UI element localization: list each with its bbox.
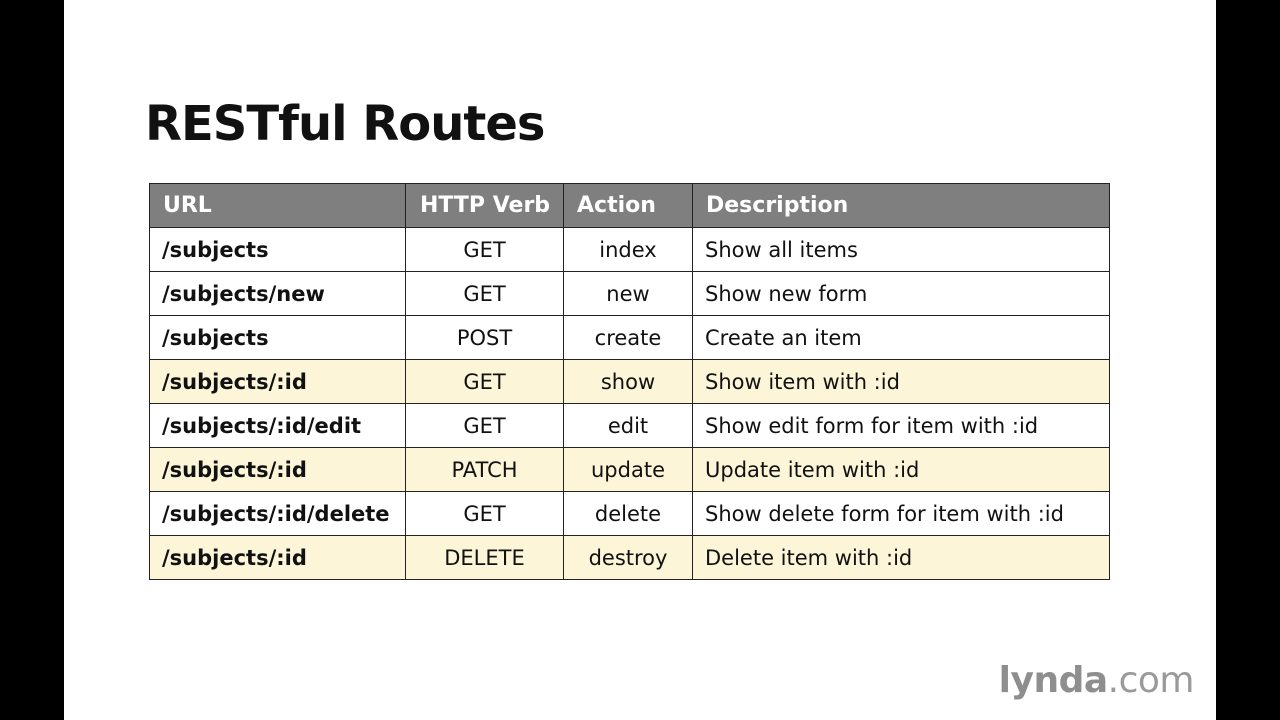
- table-row-highlighted: [150, 536, 1110, 580]
- route-action: new: [564, 272, 693, 316]
- table-row: [150, 492, 1110, 536]
- route-action: edit: [564, 404, 693, 448]
- table-row: [150, 404, 1110, 448]
- routes-table: [149, 183, 1110, 580]
- route-description: Show all items: [693, 228, 1110, 272]
- route-verb: DELETE: [406, 536, 564, 580]
- logo-suffix: .com: [1107, 660, 1194, 701]
- route-description: Show delete form for item with :id: [693, 492, 1110, 536]
- route-url: /subjects/:id: [150, 536, 406, 580]
- route-verb: GET: [406, 228, 564, 272]
- route-url: /subjects: [150, 316, 406, 360]
- slide: [64, 0, 1216, 720]
- table-row: [150, 316, 1110, 360]
- route-action: update: [564, 448, 693, 492]
- route-description: Show item with :id: [693, 360, 1110, 404]
- table-row: [150, 228, 1110, 272]
- route-action: delete: [564, 492, 693, 536]
- header-description: Description: [693, 184, 1110, 228]
- header-http-verb: HTTP Verb: [406, 184, 564, 228]
- route-url: /subjects/:id/delete: [150, 492, 406, 536]
- route-description: Create an item: [693, 316, 1110, 360]
- header-action: Action: [564, 184, 693, 228]
- route-description: Show edit form for item with :id: [693, 404, 1110, 448]
- route-verb: GET: [406, 492, 564, 536]
- table-row: [150, 272, 1110, 316]
- lynda-logo: [999, 660, 1194, 701]
- table-row-highlighted: [150, 360, 1110, 404]
- header-url: URL: [150, 184, 406, 228]
- route-verb: PATCH: [406, 448, 564, 492]
- route-action: index: [564, 228, 693, 272]
- route-action: show: [564, 360, 693, 404]
- route-verb: GET: [406, 404, 564, 448]
- table-row-highlighted: [150, 448, 1110, 492]
- route-url: /subjects/:id: [150, 360, 406, 404]
- route-url: /subjects/:id: [150, 448, 406, 492]
- route-description: Update item with :id: [693, 448, 1110, 492]
- route-verb: GET: [406, 272, 564, 316]
- route-url: /subjects/new: [150, 272, 406, 316]
- route-url: /subjects/:id/edit: [150, 404, 406, 448]
- logo-brand: lynda: [998, 660, 1108, 701]
- route-action: destroy: [564, 536, 693, 580]
- route-description: Delete item with :id: [693, 536, 1110, 580]
- table-header-row: [150, 184, 1110, 228]
- route-verb: POST: [406, 316, 564, 360]
- route-description: Show new form: [693, 272, 1110, 316]
- route-verb: GET: [406, 360, 564, 404]
- slide-title: RESTful Routes: [145, 96, 545, 152]
- route-url: /subjects: [150, 228, 406, 272]
- route-action: create: [564, 316, 693, 360]
